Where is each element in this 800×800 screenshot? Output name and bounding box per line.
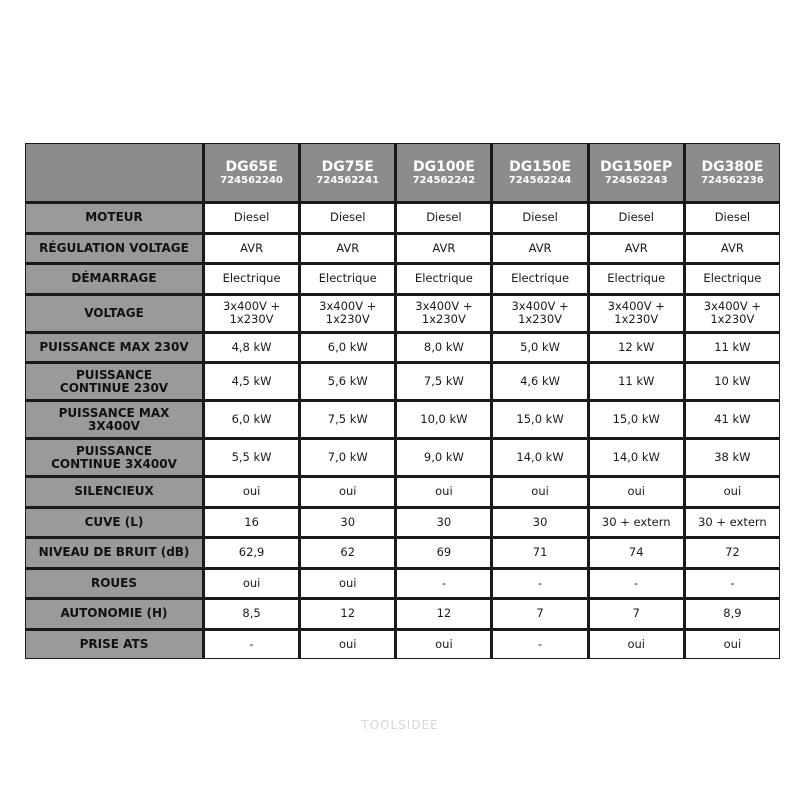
value-cell: oui — [590, 478, 683, 506]
value-cell: 4,5 kW — [205, 364, 298, 399]
value-cell: oui — [397, 478, 490, 506]
value-cell: Electrique — [397, 265, 490, 293]
value-cell: - — [686, 570, 779, 598]
value-cell: 41 kW — [686, 402, 779, 437]
value-cell: - — [493, 631, 586, 659]
value-cell: AVR — [493, 235, 586, 263]
model-header — [301, 144, 394, 201]
model-name: DG150E — [509, 158, 572, 175]
value-cell: oui — [301, 478, 394, 506]
value-cell: 38 kW — [686, 440, 779, 475]
value-cell: oui — [686, 478, 779, 506]
model-name: DG150EP — [600, 158, 673, 175]
value-cell: 10,0 kW — [397, 402, 490, 437]
row-label: MOTEUR — [26, 204, 202, 232]
row-label: AUTONOMIE (H) — [26, 600, 202, 628]
value-cell: 30 + extern — [590, 509, 683, 537]
value-cell: 8,0 kW — [397, 334, 490, 362]
value-cell: oui — [590, 631, 683, 659]
value-cell: oui — [301, 631, 394, 659]
row-label: CUVE (L) — [26, 509, 202, 537]
model-header — [493, 144, 586, 201]
header-corner — [26, 144, 202, 201]
value-cell: Diesel — [301, 204, 394, 232]
value-cell: Electrique — [590, 265, 683, 293]
value-cell: 14,0 kW — [590, 440, 683, 475]
value-cell: oui — [686, 631, 779, 659]
model-header — [590, 144, 683, 201]
model-header — [686, 144, 779, 201]
row-label: PUISSANCE MAX 230V — [26, 334, 202, 362]
value-cell: 30 — [397, 509, 490, 537]
value-cell: 3x400V + 1x230V — [493, 296, 586, 331]
value-cell: - — [590, 570, 683, 598]
value-cell: Electrique — [493, 265, 586, 293]
value-cell: 74 — [590, 539, 683, 567]
value-cell: 5,6 kW — [301, 364, 394, 399]
value-cell: 30 + extern — [686, 509, 779, 537]
value-cell: 7,5 kW — [397, 364, 490, 399]
value-cell: Diesel — [397, 204, 490, 232]
value-cell: 12 — [301, 600, 394, 628]
model-ref: 724562242 — [412, 174, 476, 186]
value-cell: 3x400V + 1x230V — [686, 296, 779, 331]
row-label: PUISSANCE CONTINUE 230V — [26, 364, 202, 399]
value-cell: Diesel — [590, 204, 683, 232]
value-cell: - — [397, 570, 490, 598]
model-header — [205, 144, 298, 201]
value-cell: 16 — [205, 509, 298, 537]
value-cell: Diesel — [686, 204, 779, 232]
spec-table — [25, 143, 780, 659]
value-cell: 6,0 kW — [301, 334, 394, 362]
value-cell: 7 — [590, 600, 683, 628]
model-name: DG100E — [412, 158, 475, 175]
value-cell: 7,0 kW — [301, 440, 394, 475]
value-cell: 3x400V + 1x230V — [301, 296, 394, 331]
value-cell: Electrique — [686, 265, 779, 293]
model-ref: 724562236 — [701, 174, 764, 186]
value-cell: oui — [493, 478, 586, 506]
value-cell: oui — [301, 570, 394, 598]
value-cell: oui — [205, 478, 298, 506]
row-label: PUISSANCE CONTINUE 3X400V — [26, 440, 202, 475]
value-cell: 11 kW — [590, 364, 683, 399]
value-cell: 15,0 kW — [590, 402, 683, 437]
value-cell: AVR — [301, 235, 394, 263]
value-cell: Diesel — [205, 204, 298, 232]
row-label: RÉGULATION VOLTAGE — [26, 235, 202, 263]
value-cell: 7 — [493, 600, 586, 628]
model-ref: 724562244 — [508, 174, 572, 186]
model-name: DG65E — [225, 158, 278, 175]
value-cell: - — [205, 631, 298, 659]
model-name: DG75E — [321, 158, 374, 175]
model-ref: 724562241 — [316, 174, 380, 186]
value-cell: 5,5 kW — [205, 440, 298, 475]
row-label: VOLTAGE — [26, 296, 202, 331]
value-cell: 6,0 kW — [205, 402, 298, 437]
watermark: TOOLSIDEE — [361, 718, 439, 732]
row-label: NIVEAU DE BRUIT (dB) — [26, 539, 202, 567]
value-cell: 8,5 — [205, 600, 298, 628]
value-cell: AVR — [397, 235, 490, 263]
value-cell: 62,9 — [205, 539, 298, 567]
value-cell: 11 kW — [686, 334, 779, 362]
value-cell: 12 kW — [590, 334, 683, 362]
value-cell: AVR — [686, 235, 779, 263]
value-cell: 4,6 kW — [493, 364, 586, 399]
value-cell: 15,0 kW — [493, 402, 586, 437]
row-label: ROUES — [26, 570, 202, 598]
value-cell: 8,9 — [686, 600, 779, 628]
value-cell: Electrique — [301, 265, 394, 293]
value-cell: 7,5 kW — [301, 402, 394, 437]
value-cell: 12 — [397, 600, 490, 628]
model-ref: 724562240 — [220, 174, 283, 186]
value-cell: 3x400V + 1x230V — [205, 296, 298, 331]
value-cell: Diesel — [493, 204, 586, 232]
model-ref: 724562243 — [604, 174, 668, 186]
value-cell: 72 — [686, 539, 779, 567]
value-cell: 10 kW — [686, 364, 779, 399]
value-cell: AVR — [590, 235, 683, 263]
value-cell: - — [493, 570, 586, 598]
model-header — [397, 144, 490, 201]
value-cell: oui — [397, 631, 490, 659]
value-cell: 14,0 kW — [493, 440, 586, 475]
value-cell: 3x400V + 1x230V — [397, 296, 490, 331]
value-cell: 9,0 kW — [397, 440, 490, 475]
value-cell: 30 — [493, 509, 586, 537]
value-cell: 30 — [301, 509, 394, 537]
value-cell: 62 — [301, 539, 394, 567]
value-cell: oui — [205, 570, 298, 598]
value-cell: Electrique — [205, 265, 298, 293]
row-label: PUISSANCE MAX 3X400V — [26, 402, 202, 437]
value-cell: 69 — [397, 539, 490, 567]
row-label: PRISE ATS — [26, 631, 202, 659]
value-cell: AVR — [205, 235, 298, 263]
value-cell: 3x400V + 1x230V — [590, 296, 683, 331]
row-label: SILENCIEUX — [26, 478, 202, 506]
row-label: DÉMARRAGE — [26, 265, 202, 293]
value-cell: 4,8 kW — [205, 334, 298, 362]
value-cell: 71 — [493, 539, 586, 567]
value-cell: 5,0 kW — [493, 334, 586, 362]
model-name: DG380E — [701, 158, 764, 175]
